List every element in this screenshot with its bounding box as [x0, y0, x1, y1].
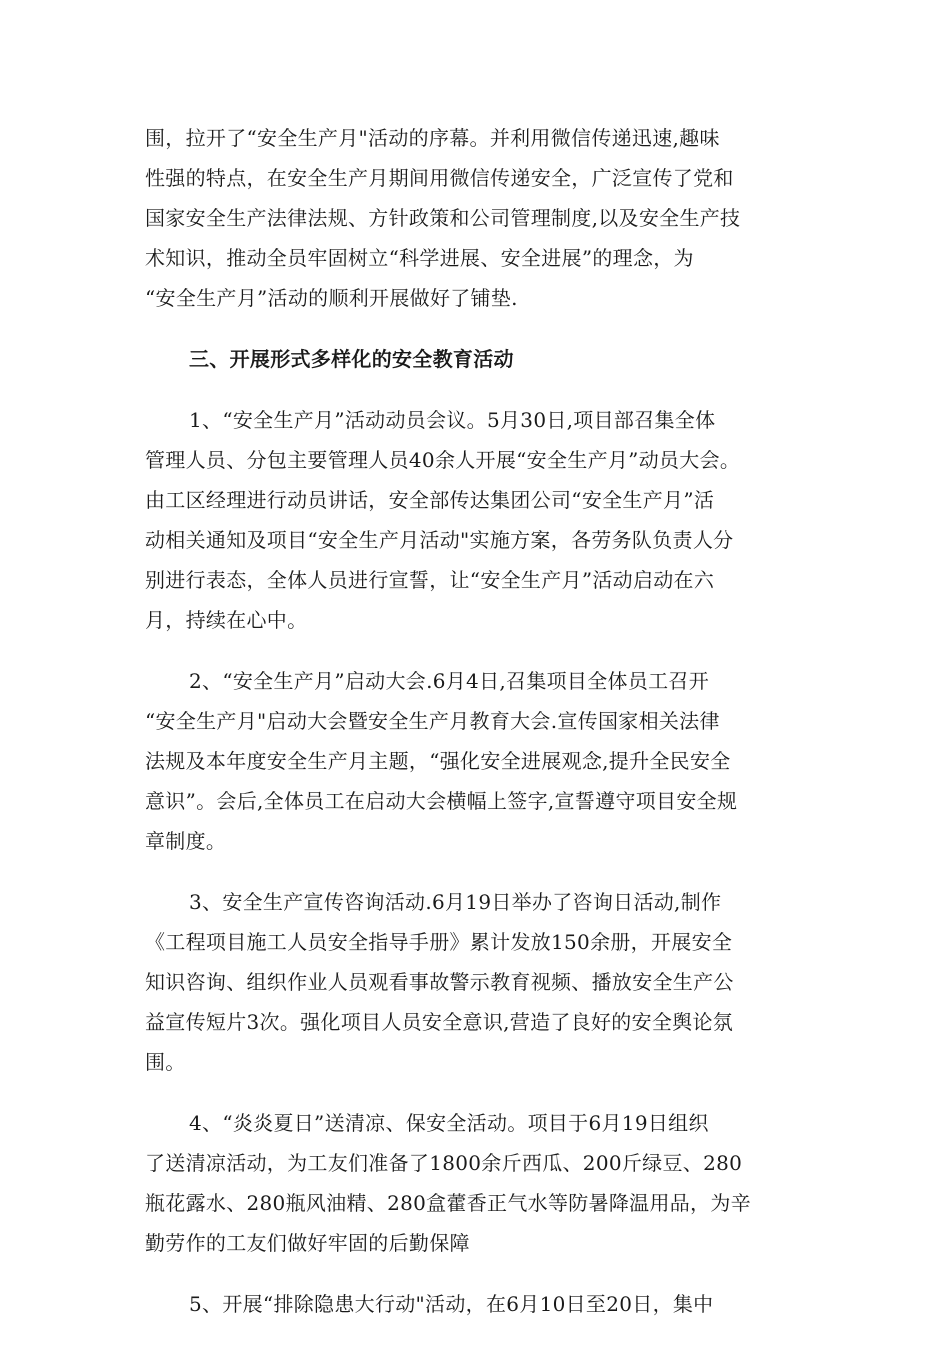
item-2-paragraph: 2、“安全生产月”启动大会.6月4日,召集项目全体员工召开 “安全生产月"启动大会暨安全生产月教育大会.宣传国家相关法律 法规及本年度安全生产月主题，“强化安全进展观念,提升全民安全 意识”。会后,全体员工在启动大会横幅上签字,宣誓遵守项目安全规 章制度。: [145, 669, 738, 853]
section-heading: 三、开展形式多样化的安全教育活动: [189, 347, 514, 371]
item-1-paragraph: 1、“安全生产月”活动动员会议。5月30日,项目部召集全体 管理人员、分包主要管理人员40余人开展“安全生产月”动员大会。 由工区经理进行动员讲话，安全部传达集团公司“安全生产月”活 动相关通知及项目“安全生产月活动"实施方案，各劳务队负责人分 别进行表态，全体人员进行宣誓，让“安全生产月”活动启动在六 月，持续在心中。: [145, 408, 741, 632]
document-page: [145, 118, 810, 1345]
intro-paragraph: 围，拉开了“安全生产月"活动的序幕。并利用微信传递迅速,趣味 性强的特点，在安全生产月期间用微信传递安全，广泛宣传了党和 国家安全生产法律法规、方针政策和公司管理制度,以及安全生产技 术知识，推动全员牢固树立“科学进展、安全进展”的理念，为 “安全生产月”活动的顺利开展做好了铺垫.: [145, 126, 741, 310]
item-5-paragraph: 5、开展“排除隐患大行动"活动，在6月10日至20日，集中: [189, 1292, 714, 1316]
item-4-paragraph: 4、“炎炎夏日”送清凉、保安全活动。项目于6月19日组织 了送清凉活动，为工友们准备了1800余斤西瓜、200斤绿豆、280 瓶花露水、280瓶风油精、280盒藿香正气水等防暑降温用品，为辛 勤劳作的工友们做好牢固的后勤保障: [145, 1111, 751, 1255]
item-3-paragraph: 3、安全生产宣传咨询活动.6月19日举办了咨询日活动,制作 《工程项目施工人员安全指导手册》累计发放150余册，开展安全 知识咨询、组织作业人员观看事故警示教育视频、播放安全生产公 益宣传短片3次。强化项目人员安全意识,营造了良好的安全舆论氛 围。: [145, 890, 734, 1074]
